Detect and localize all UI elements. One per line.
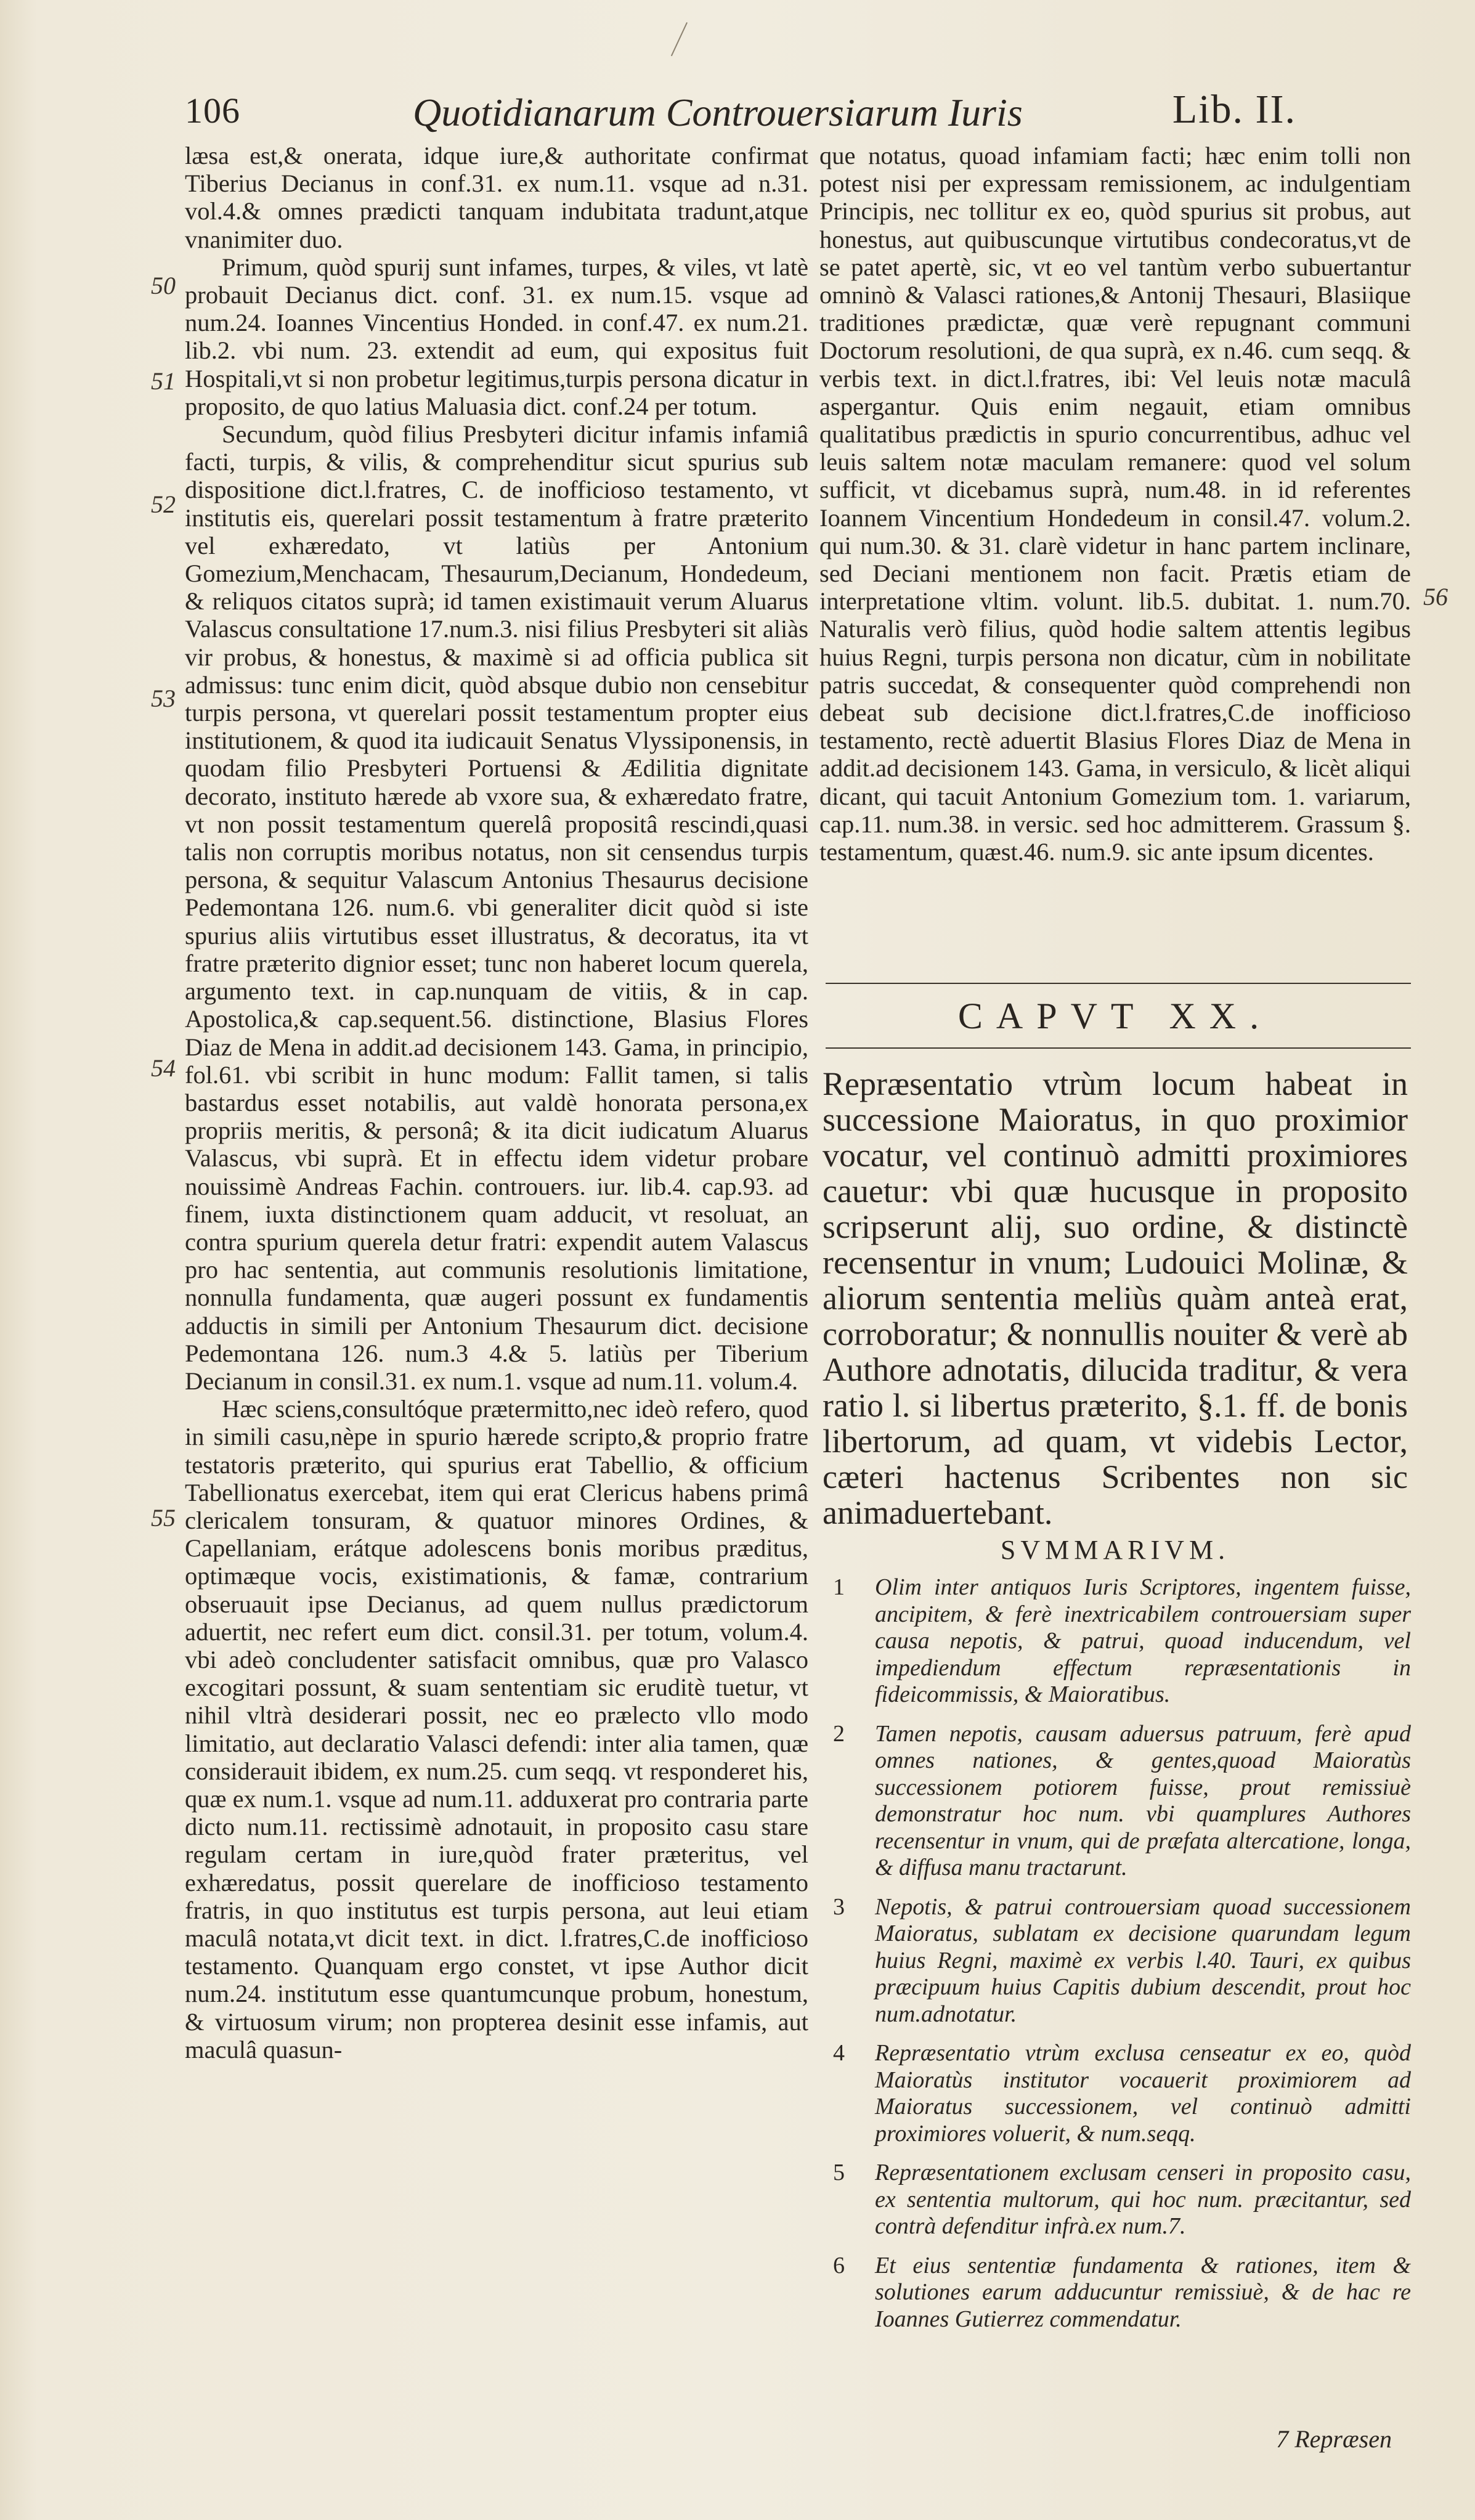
summary-item-text: Repræsentatio vtrùm exclusa censeatur ex eo, quòd Maioratùs institutor vocauerit proximiorem ad Maioratus successionem, vel continuò admitti proximiores voluerit, & num.seqq. [875,2040,1411,2147]
margin-number: 56 [1423,583,1448,611]
summary-item [819,1894,1411,2028]
summary-item [819,1574,1411,1709]
chapter-description: Repræsentatio vtrùm locum habeat in successione Maioratus, in quo proximior vocatur, vel continuò admitti proximiores cauetur: vbi quæ hucusque in proposito scripserunt alij, suo ordine, & distinctè recensentur in vnum; Ludouici Molinæ, & aliorum sententia meliùs quàm anteà erat, corroboratur; & nonnullis nouiter & verè ab Authore adnotatis, dilucida traditur, & vera ratio l. si libertus præterito, §.1. ff. de bonis libertorum, ad quam, vt videbis Lector, cæteri hactenus Scribentes non sic animaduertebant. [823,1065,1408,1531]
summary-heading: SVMMARIVM. [1000,1535,1230,1565]
right-text-column [819,142,1411,866]
running-header [185,79,1309,134]
summary-item-number: 1 [833,1574,845,1600]
summary-item-text: Et eius sententiæ fundamenta & rationes, item & solutiones earum adducuntur remissiuè, & de hac re Ioannes Gutierrez commendatur. [875,2252,1411,2332]
running-title: Quotidianarum Controuersiarum Iuris [413,91,1023,134]
page-number: 106 [185,91,240,131]
summary-item-text: Repræsentationem exclusam censeri in proposito casu, ex sententia multorum, qui hoc num. præcitantur, sed contrà defenditur infrà.ex num.7. [875,2160,1411,2239]
left-text-column [185,142,808,2063]
margin-number: 51 [151,367,176,395]
margin-number: 53 [151,685,176,712]
summary-item-number: 5 [833,2160,845,2185]
summary-item-number: 4 [833,2040,845,2066]
chapter-title: CAPVT XX. [957,996,1273,1036]
summary-item [819,1721,1411,1882]
summary-item-number: 6 [833,2252,845,2278]
summary-item-text: Olim inter antiquos Iuris Scriptores, ingentem fuisse, ancipitem, & ferè inextricabilem controuersiam super causa nepotis, & patrui, quoad inducendum, vel impediendum effectum repræsentationis in fideicommissis, & Maioratibus. [875,1574,1411,1707]
catchword: 7 Repræsen [1276,2425,1392,2453]
summary-item-number: 3 [833,1893,845,1920]
summary-item-text: Nepotis, & patrui controuersiam quoad successionem Maioratus, sublatam ex decisione quarundam legum huius Regni, maximè ex verbis l.40. Tauri, ex quibus præcipuum huius Capitis dubium descendit, prout hoc num.adnotatur. [875,1893,1411,2027]
margin-number: 54 [151,1054,176,1082]
paragraph: læsa est,& onerata, idque iure,& authoritate confirmat Tiberius Decianus in conf.31. ex num.11. vsque ad n.31. vol.4.& omnes prædicti tanquam indubitata tradunt,atque vnanimiter duo. [185,142,808,253]
summary-list [819,1574,1411,2345]
margin-number: 55 [151,1504,176,1532]
chapter-rule-top [826,983,1411,984]
paragraph: Hæc sciens,consultóque prætermitto,nec ideò refero, quod in simili casu,nèpe in spurio hærede scripto,& proprio fratre testatoris præterito, qui spurius erat Tabellio, & officium Tabellionatus exercebat, item qui erat Clericus habens primâ clericalem tonsuram, & quatuor minores Ordines, & Capellaniam, erátque adolescens bonis moribus præditus, optimæque vocis, existimationis, & famæ, contrarium obseruauit ipse Decianus, ad quem nullus prædictorum aduertit, nec refert eum dict. consil.31. per totum, volum.4. vbi adeò concludenter satisfacit omnibus, quæ pro Valasco excogitari possunt, & suam sententiam sic eruditè tuetur, vt nihil vltrà desiderari possit, nec eo prælecto vllo modo limitatio, aut declaratio Valasci defendi: inter alia tamen, quæ considerauit ibidem, ex num.25. cum seqq. vt responderet his, quæ ex num.1. vsque ad num.11. adduxerat pro contraria parte dicto num.11. rectissimè adnotauit, in proposito casu stare regulam certam in iure,quòd frater præteritus, vel exhæredatus, possit querelare de inofficioso testamento fratris, in quo institutus est turpis persona, aut leui etiam maculâ notata,vt dicit text. in dict. l.fratres,C.de inofficioso testamento. Quanquam ergo constet, vt ipse Author dicit num.24. institutum esse quantumcunque probum, honestum, & virtuosum virum; non propterea desinit esse infamis, aut maculâ quasun- [185,1395,808,2063]
margin-number: 52 [151,490,176,518]
paragraph: que notatus, quoad infamiam facti; hæc enim tolli non potest nisi per expressam remissionem, ac indulgentiam Principis, nec tollitur ex eo, quòd spurius sit probus, aut honestus, aut quibuscunque virtutibus condecoratus,vt de se patet apertè, sic, vt eo vel tantùm verbo subuertantur omninò & Valasci rationes,& Antonij Thesauri, Blasiique traditiones prædictæ, quæ verè repugnant communi Doctorum resolutioni, de qua suprà, ex n.46. cum seqq. & verbis text. in dict.l.fratres, ibi: Vel leuis notæ maculâ aspergantur. Quis enim negauit, etiam omnibus qualitatibus prædictis in spurio concurrentibus, adhuc vel leuis saltem notæ maculam remanere: quod vel solum sufficit, vt dicebamus suprà, num.48. in id referentes Ioannem Vincentium Hondedeum in consil.47. volum.2. qui num.30. & 31. clarè videtur in hanc partem inclinare, sed Deciani mentionem non facit. Prætis etiam de interpretatione vltim. volunt. lib.5. dubitat. 1. num.70. Naturalis verò filius, quòd hodie saltem attentis legibus huius Regni, turpis persona non dicatur, cùm in nobilitate patris succedat, & consequenter quòd comprehendi non debeat sub decisione dict.l.fratres,C.de inofficioso testamento, rectè aduertit Blasius Flores Diaz de Mena in addit.ad decisionem 143. Gama, in versiculo, & licèt aliqui dicant, qui tacuit Antonium Gomezium tom. 1. variarum, cap.11. num.38. in versic. sed hoc admitterem. Grassum §. testamentum, quæst.46. num.9. sic ante ipsum dicentes. [819,142,1411,866]
pen-mark [671,22,704,64]
margin-number: 50 [151,272,176,299]
summary-item-number: 2 [833,1720,845,1747]
paragraph: Secundum, quòd filius Presbyteri dicitur infamis infamiâ facti, turpis, & vilis, & comprehenditur sicut spurius sub dispositione dict.l.fratres, C. de inofficioso testamento, vt institutis eis, querelari possit testamentum à fratre præterito vel exhæredato, vt latiùs per Antonium Gomezium,Menchacam, Thesaurum,Decianum, Hondedeum, & reliquos citatos suprà; id tamen existimauit verum Aluarus Valascus consultatione 17.num.3. nisi filius Presbyteri sit aliàs vir probus, & honestus, & maximè si ad officia publica sit admissus: tunc enim dicit, quòd absque dubio non censebitur turpis persona, vt querelari possit testamentum propter eius institutionem, & quod ita iudicauit Senatus Vlyssiponensis, in quodam filio Presbyteri Portuensi & Ædilitia dignitate decorato, instituto hærede ab vxore sua, & exhæredato fratre, vt non possit testamentum querelâ propositâ rescindi,quasi talis non corruptis moribus notatus, non sit censendus turpis persona, & sequitur Valascum Antonius Thesaurus decisione Pedemontana 126. num.6. vbi generaliter dicit quòd si iste spurius aliis virtutibus esset illustratus, & decoratus, ita vt fratre præterito dignior esset; tunc non haberet locum querela, argumento text. in cap.nunquam de vitiis, & in cap. Apostolica,& cap.sequent.56. distinctione, Blasius Flores Diaz de Mena in addit.ad decisionem 143. Gama, in principio, fol.61. vbi scribit in hunc modum: Fallit tamen, si talis bastardus esset notabilis, aut valdè honorata persona,ex propriis meritis, & personâ; & ita dicit iudicatum Aluarus Valascus, vbi suprà. Et in effectu idem videtur probare nouissimè Andreas Fachin. controuers. iur. lib.4. cap.93. ad finem, iuxta distinctionem quam adducit, vt resoluat, an contra spurium querela detur fratri: expendit autem Valascus pro hac sententia, aut communis resolutionis limitatione, nonnulla fundamenta, quæ augeri possunt ex fundamentis adductis in simili per Antonium Thesaurum dict. decisione Pedemontana 126. num.3 4.& 5. latiùs per Tiberium Decianum in consil.31. ex num.1. vsque ad num.11. volum.4. [185,420,808,1395]
summary-item-text: Tamen nepotis, causam aduersus patruum, ferè apud omnes nationes, & gentes,quoad Maioratùs successionem potiorem fuisse, prout remissiuè demonstratur hoc num. vbi quamplures Authores recensentur in vnum, qui de præfata altercatione, longa, & diffusa manu tractarunt. [875,1720,1411,1880]
paragraph: Primum, quòd spurij sunt infames, turpes, & viles, vt latè probauit Decianus dict. conf. 31. ex num.15. vsque ad num.24. Ioannes Vincentius Honded. in conf.47. ex num.21. lib.2. vbi num. 23. extendit ad eum, qui expositus fuit Hospitali,vt si non probetur legitimus,turpis persona dicatur in proposito, de quo latius Maluasia dict. conf.24 per totum. [185,253,808,420]
summary-item [819,2253,1411,2333]
book-label: Lib. II. [1172,87,1296,132]
summary-item [819,2040,1411,2147]
summary-item [819,2160,1411,2240]
chapter-rule-bottom [826,1047,1411,1049]
